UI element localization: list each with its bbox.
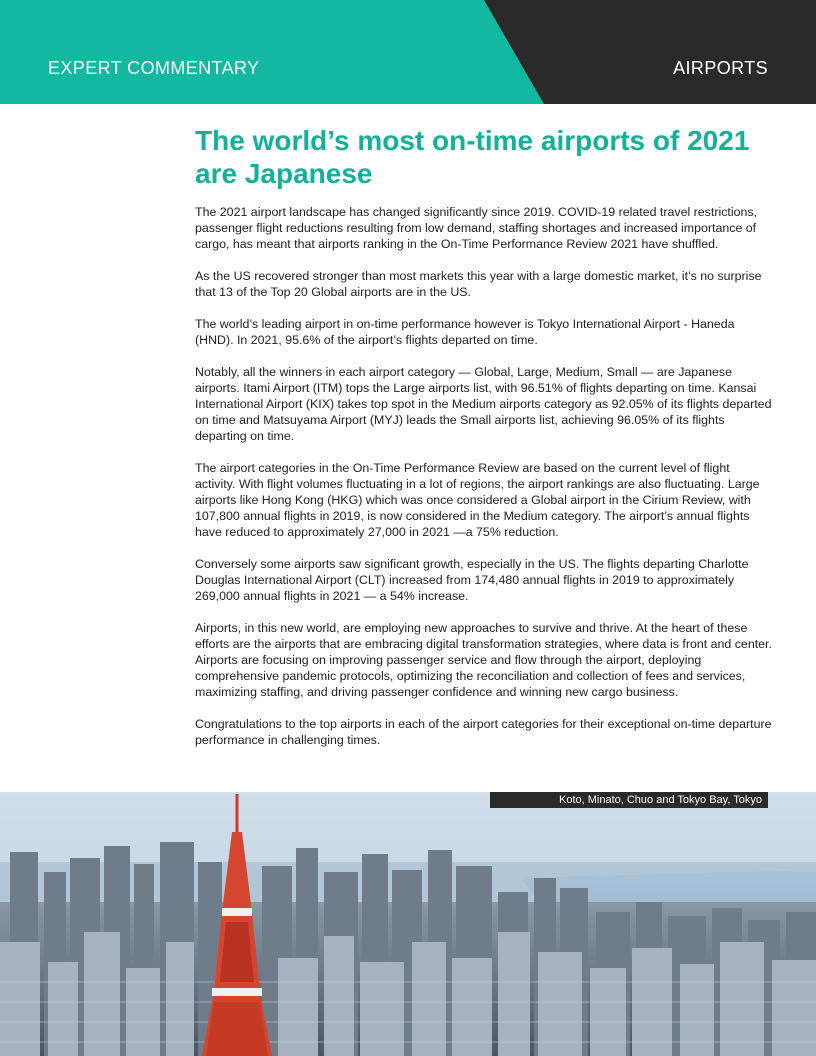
photo-caption-text: Koto, Minato, Chuo and Tokyo Bay, Tokyo [558, 794, 762, 806]
tokyo-skyline-photo [0, 792, 816, 1056]
paragraph-4: Notably, all the winners in each airport category — Global, Large, Medium, Small — are Japanese airports. Itami Airport (ITM) tops the Large airports list, with 96.51% of flights departing on time. Kansai International Airport (KIX) takes top spot in the Medium airports category as 92.05% of its flights departed on time and Matsuyama Airport (MYJ) leads the Small airports list, achieving 96.05% of its flights departing on time. [195, 365, 772, 443]
paragraph-7: Airports, in this new world, are employing new approaches to survive and thrive. At the heart of these efforts are the airports that are embracing digital transformation strategies, where data is front and center. Airports are focusing on improving passenger service and flow through the airport, deploying comprehensive pandemic protocols, optimizing the reconciliation and collection of fees and services, maximizing staffing, and driving passenger confidence and winning new cargo business. [195, 621, 772, 699]
photo-caption [490, 792, 768, 808]
paragraph-3: The world’s leading airport in on-time performance however is Tokyo International Airport - Haneda (HND). In 2021, 95.6% of the airport’s flights departed on time. [195, 317, 735, 347]
skyline-illustration [0, 792, 816, 1056]
article-headline: The world’s most on-time airports of 2021 are Japanese [195, 125, 750, 189]
paragraph-5: The airport categories in the On-Time Performance Review are based on the current level of flight activity. With flight volumes fluctuating in a lot of regions, the airport rankings are also fluctuating. Large airports like Hong Kong (HKG) which was once considered a Global airport in the Cirium Review, with 107,800 annual flights in 2019, is now considered in the Medium category. The airport’s annual flights have reduced to approximately 27,000 in 2021 —a 75% reduction. [195, 461, 760, 539]
paragraph-2: As the US recovered stronger than most markets this year with a large domestic market, it’s no surprise that 13 of the Top 20 Global airports are in the US. [195, 269, 762, 299]
paragraph-1: The 2021 airport landscape has changed significantly since 2019. COVID-19 related travel restrictions, passenger flight reductions resulting from low demand, staffing shortages and increased importance of cargo, has meant that airports ranking in the On-Time Performance Review 2021 have shuffled. [195, 205, 758, 251]
section-label: EXPERT COMMENTARY [48, 58, 260, 78]
page-header [0, 0, 816, 104]
topic-label: AIRPORTS [673, 58, 768, 78]
paragraph-6: Conversely some airports saw significant growth, especially in the US. The flights departing Charlotte Douglas International Airport (CLT) increased from 174,480 annual flights in 2019 to approximately 269,000 annual flights in 2021 — a 54% increase. [195, 557, 749, 603]
paragraph-8: Congratulations to the top airports in each of the airport categories for their exceptional on-time departure performance in challenging times. [195, 717, 772, 747]
article-body [195, 204, 773, 764]
